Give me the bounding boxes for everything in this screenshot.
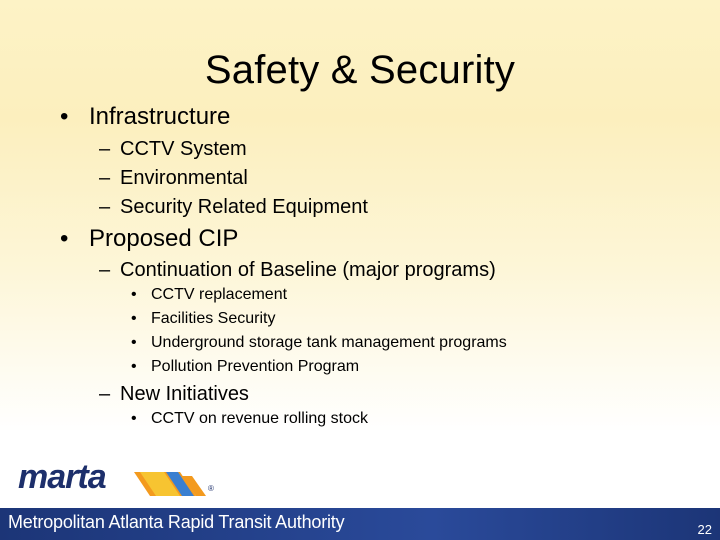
- bullet-infrastructure: [60, 103, 230, 131]
- bullet-proposed-cip: [60, 225, 238, 253]
- bullet-marker: •: [131, 358, 137, 375]
- footer-org-name: Metropolitan Atlanta Rapid Transit Authority: [8, 512, 345, 532]
- dash-marker: –: [99, 138, 111, 160]
- initiative-item-label: CCTV on revenue rolling stock: [151, 410, 368, 427]
- sub-item-label: Continuation of Baseline (major programs): [120, 259, 496, 281]
- page-number: 22: [697, 522, 712, 537]
- sub-item-security-equipment: [99, 196, 368, 219]
- sub-item-baseline: [99, 259, 496, 282]
- dash-marker: –: [99, 259, 111, 281]
- baseline-item: [131, 334, 507, 352]
- dash-marker: –: [99, 167, 111, 189]
- footer-bar: [0, 508, 720, 540]
- bullet-marker: •: [60, 103, 69, 130]
- baseline-item: [131, 310, 275, 328]
- dash-marker: –: [99, 196, 111, 218]
- bullet-marker: •: [131, 334, 137, 351]
- sub-item-cctv-system: [99, 138, 247, 161]
- sub-item-label: New Initiatives: [120, 383, 249, 405]
- sub-item-label: Environmental: [120, 167, 248, 189]
- bullet-label: Proposed CIP: [89, 225, 239, 252]
- marta-logo: [18, 458, 214, 502]
- bullet-marker: •: [131, 286, 137, 303]
- baseline-item: [131, 358, 359, 376]
- bullet-marker: •: [60, 225, 69, 252]
- baseline-item-label: Facilities Security: [151, 310, 276, 327]
- baseline-item-label: Underground storage tank management programs: [151, 334, 507, 351]
- baseline-item-label: CCTV replacement: [151, 286, 288, 303]
- sub-item-label: CCTV System: [120, 138, 247, 160]
- registered-mark: ®: [208, 484, 214, 493]
- bullet-marker: •: [131, 310, 137, 327]
- dash-marker: –: [99, 383, 111, 405]
- sub-item-environmental: [99, 167, 248, 190]
- bullet-marker: •: [131, 410, 137, 427]
- slide-title: Safety & Security: [204, 48, 516, 92]
- baseline-item: [131, 286, 287, 304]
- initiative-item: [131, 410, 368, 428]
- baseline-item-label: Pollution Prevention Program: [151, 358, 360, 375]
- sub-item-new-initiatives: [99, 383, 249, 406]
- bullet-label: Infrastructure: [89, 103, 231, 130]
- logo-wordmark: marta: [18, 458, 106, 496]
- sub-item-label: Security Related Equipment: [120, 196, 368, 218]
- logo-stripes-icon: [134, 470, 210, 498]
